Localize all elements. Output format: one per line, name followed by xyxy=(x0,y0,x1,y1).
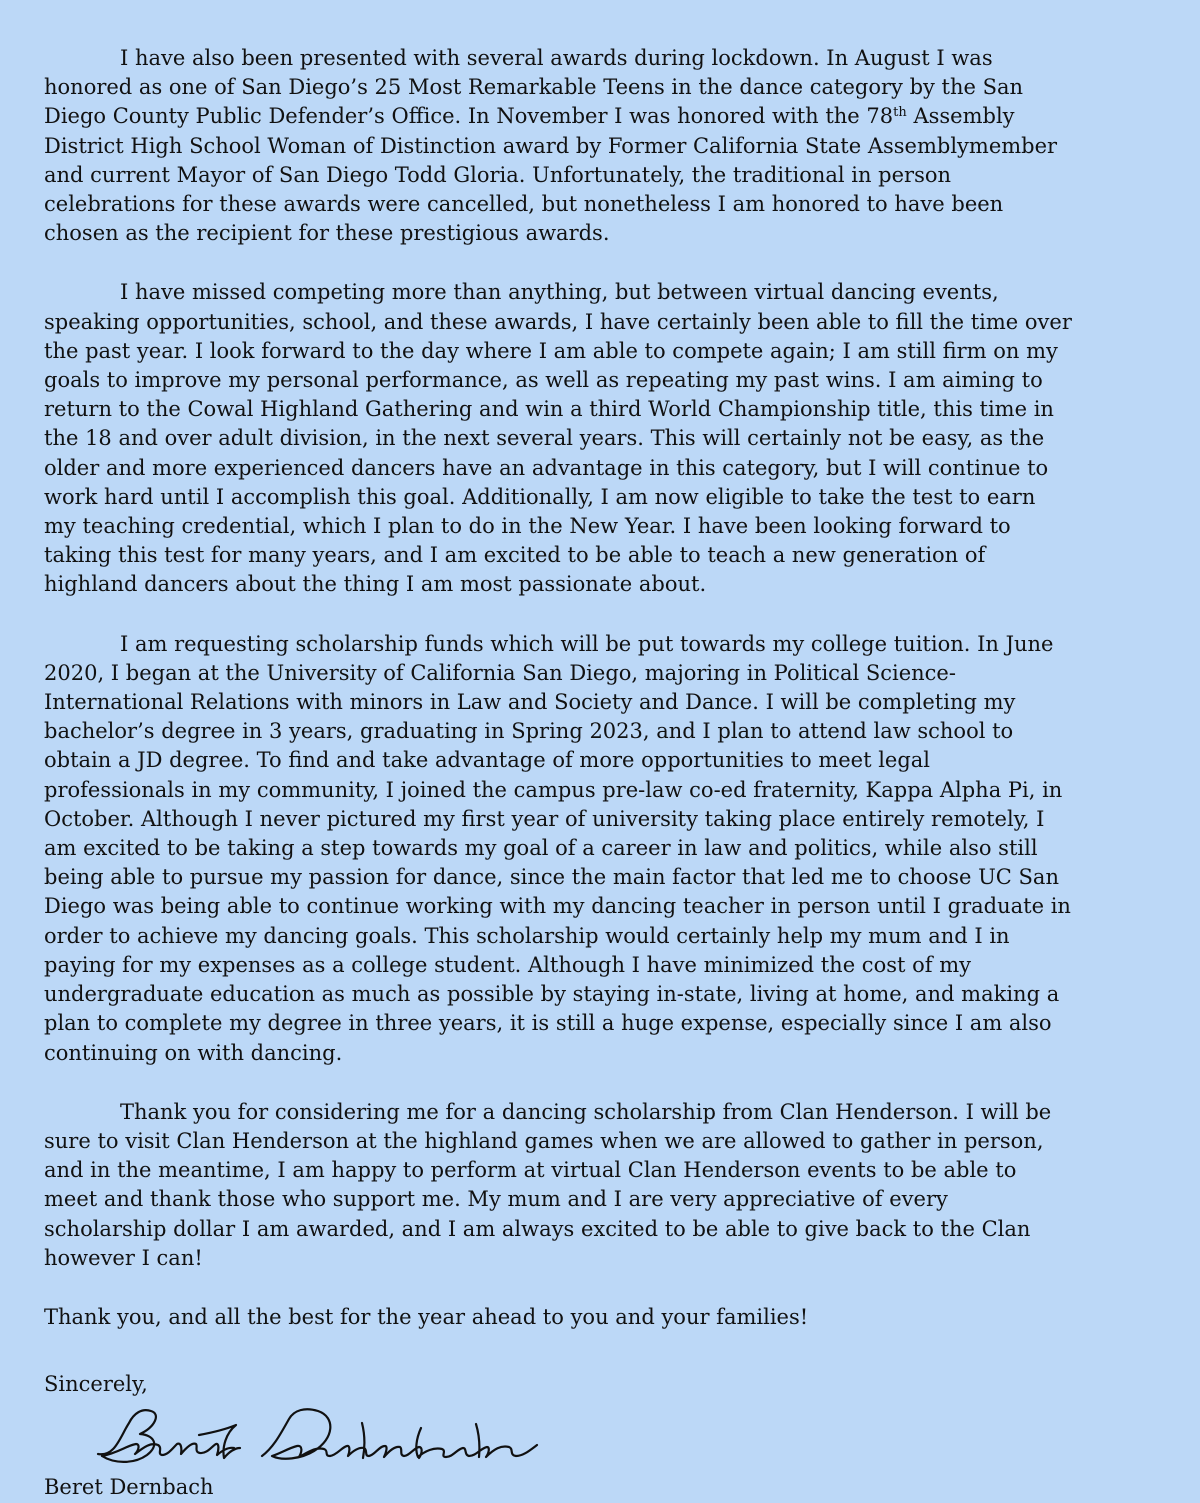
typed-signature-name: Beret Dernbach xyxy=(44,1475,214,1500)
closing-line: Thank you, and all the best for the year ahead to you and your families! xyxy=(44,1304,809,1329)
ordinal-superscript: th xyxy=(893,105,907,121)
thank-you-paragraph: Thank you for considering me for a dancing scholarship from Clan Henderson. I will be sure to visit Clan Henderson at the highland games when we are allowed to gather in person, and in the meantime, I am happy to perform at virtual Clan Henderson events to be able to meet and thank those who support me. My mum and I are very appreciative of every scholarship dollar I am awarded, and I am always excited to be able to give back to the Clan however I can! xyxy=(44,1099,1052,1270)
competition-paragraph: I have missed competing more than anything, but between virtual dancing events, speaking opportunities, school, and these awards, I have certainly been able to fill the time over the past year. I look forward to the day where I am able to compete again; I am still firm on my goals to improve my personal performance, as well as repeating my past wins. I am aiming to return to the Cowal Highland Gathering and win a third World Championship title, this time in the 18 and over adult division, in the next several years. This will certainly not be easy, as the older and more experienced dancers have an advantage in this category, but I will continue to work hard until I accomplish this goal. Additionally, I am now eligible to take the test to earn my teaching credential, which I plan to do in the New Year. I have been looking forward to taking this test for many years, and I am excited to be able to teach a new generation of highland dancers about the thing I am most passionate about. xyxy=(44,280,1072,597)
letter-body xyxy=(44,44,1072,1503)
sign-off: Sincerely, xyxy=(44,1372,148,1397)
awards-paragraph xyxy=(44,44,1072,248)
awards-paragraph-text-start: I have also been presented with several awards during lockdown. In August I was honored as one of San Diego’s 25 Most Remarkable Teens in the dance category by the San Diego County Public Defender’s Office. In November I was honored with the 78 xyxy=(44,46,1024,129)
awards-paragraph-text-end: Assembly District High School Woman of Distinction award by Former California State Assemblymember and current Mayor of San Diego Todd Gloria. Unfortunately, the traditional in person celebrations for these awards were cancelled, but nonetheless I am honored to have been chosen as the recipient for these prestigious awards. xyxy=(44,104,1058,246)
handwritten-signature xyxy=(78,1399,548,1477)
scholarship-paragraph: I am requesting scholarship funds which will be put towards my college tuition. In June 2020, I began at the University of California San Diego, majoring in Political Science-International Relations with minors in Law and Society and Dance. I will be completing my bachelor’s degree in 3 years, graduating in Spring 2023, and I plan to attend law school to obtain a JD degree. To find and take advantage of more opportunities to meet legal professionals in my community, I joined the campus pre-law co-ed fraternity, Kappa Alpha Pi, in October. Although I never pictured my first year of university taking place entirely remotely, I am excited to be taking a step towards my goal of a career in law and politics, while also still being able to pursue my passion for dance, since the main factor that led me to choose UC San Diego was being able to continue working with my dancing teacher in person until I graduate in order to achieve my dancing goals. This scholarship would certainly help my mum and I in paying for my expenses as a college student. Although I have minimized the cost of my undergraduate education as much as possible by staying in-state, living at home, and making a plan to complete my degree in three years, it is still a huge expense, especially since I am also continuing on with dancing. xyxy=(44,631,1071,1065)
